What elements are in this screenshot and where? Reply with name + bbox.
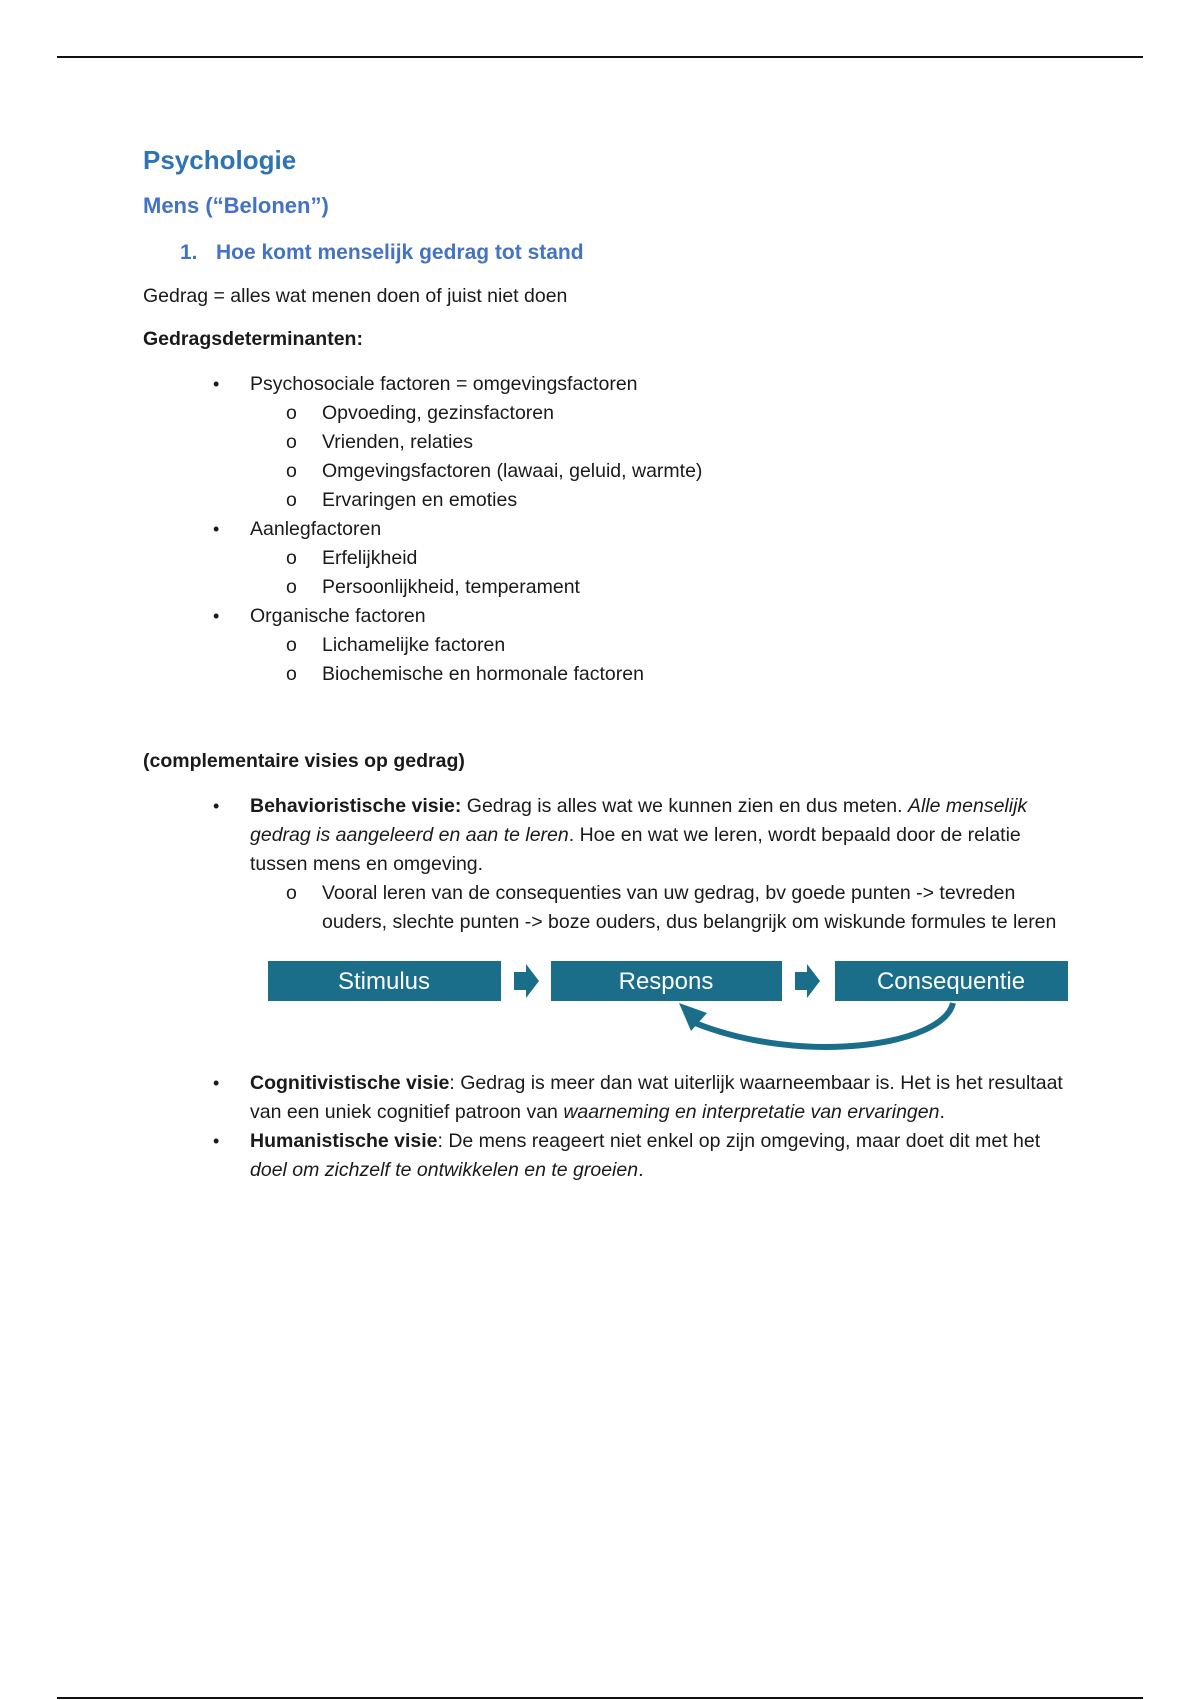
vision-term: Behavioristische visie: bbox=[250, 795, 462, 817]
vision-text: Gedrag is alles wat we kunnen zien en dus meten. bbox=[461, 795, 908, 817]
sub-list bbox=[250, 399, 1063, 515]
vision-text: . Hoe en wat we leren, wordt bepaald door de relatie tussen mens en omgeving. bbox=[250, 824, 1021, 875]
footer-rule bbox=[57, 1697, 1143, 1699]
visions-list bbox=[143, 792, 1063, 937]
document-body bbox=[143, 140, 1063, 1185]
section-title: Hoe komt menselijk gedrag tot stand bbox=[216, 241, 584, 264]
diagram-svg bbox=[263, 951, 1083, 1061]
arrow-right-icon bbox=[795, 964, 820, 998]
vision-term: Humanistische visie bbox=[250, 1130, 438, 1152]
header-rule bbox=[57, 56, 1143, 58]
list-item: o Biochemische en hormonale factoren bbox=[250, 660, 1063, 689]
list-item: o Vrienden, relaties bbox=[250, 428, 1063, 457]
list-item bbox=[143, 515, 1063, 602]
vision-humanist bbox=[143, 1127, 1063, 1185]
determinants-heading: Gedragsdeterminanten: bbox=[143, 328, 363, 350]
list-item: o Persoonlijkheid, temperament bbox=[250, 573, 1063, 602]
stimulus-response-diagram bbox=[143, 951, 1063, 1061]
vision-behaviorist bbox=[143, 792, 1063, 937]
vision-emphasis: doel om zichzelf te ontwikkelen en te groeien bbox=[250, 1159, 639, 1181]
section-heading bbox=[180, 236, 1063, 270]
vision-text: : Gedrag is meer dan wat uiterlijk waarneembaar is. Het is het resultaat van een uniek cognitief patroon van bbox=[250, 1072, 1063, 1123]
sub-list bbox=[250, 544, 1063, 602]
stimulus-label: Stimulus bbox=[337, 968, 431, 995]
list-item: o Ervaringen en emoties bbox=[250, 486, 1063, 515]
list-item bbox=[143, 370, 1063, 515]
determinant-label: Organische factoren bbox=[250, 605, 426, 627]
vision-emphasis: waarneming en interpretatie van ervaringen bbox=[563, 1101, 940, 1123]
vision-text: . bbox=[638, 1159, 644, 1181]
behavior-definition: Gedrag = alles wat menen doen of juist niet doen bbox=[143, 285, 568, 307]
section-number: 1. bbox=[180, 241, 198, 264]
list-item: o Lichamelijke factoren bbox=[250, 631, 1063, 660]
vision-text: : De mens reageert niet enkel op zijn omgeving, maar doet dit met het bbox=[437, 1130, 1041, 1152]
determinants-list bbox=[143, 370, 1063, 689]
respons-label: Respons bbox=[618, 968, 714, 995]
list-item: o Erfelijkheid bbox=[250, 544, 1063, 573]
vision-term: Cognitivistische visie bbox=[250, 1072, 450, 1094]
list-item: o Vooral leren van de consequenties van uw gedrag, bv goede punten -> tevreden ouders, slechte punten -> boze ouders, dus belangrijk om wiskunde formules te leren bbox=[250, 879, 1063, 937]
determinant-label: Psychosociale factoren = omgevingsfactoren bbox=[250, 373, 638, 395]
visions-list-continued bbox=[143, 1069, 1063, 1185]
determinant-label: Aanlegfactoren bbox=[250, 518, 382, 540]
document-title: Psychologie bbox=[143, 145, 297, 175]
vision-text: . bbox=[939, 1101, 945, 1123]
document-subtitle: Mens (“Belonen”) bbox=[143, 193, 329, 218]
consequentie-label: Consequentie bbox=[876, 968, 1026, 995]
arrow-right-icon bbox=[514, 964, 539, 998]
sub-list bbox=[250, 879, 1063, 937]
list-item bbox=[143, 602, 1063, 689]
sub-list bbox=[250, 631, 1063, 689]
list-item: o Omgevingsfactoren (lawaai, geluid, warmte) bbox=[250, 457, 1063, 486]
vision-cognitivist bbox=[143, 1069, 1063, 1127]
vision-emphasis: Alle menselijk gedrag is aangeleerd en aan te leren bbox=[250, 795, 1028, 846]
list-item: o Opvoeding, gezinsfactoren bbox=[250, 399, 1063, 428]
feedback-curve bbox=[695, 1003, 953, 1047]
visions-heading: (complementaire visies op gedrag) bbox=[143, 750, 465, 772]
